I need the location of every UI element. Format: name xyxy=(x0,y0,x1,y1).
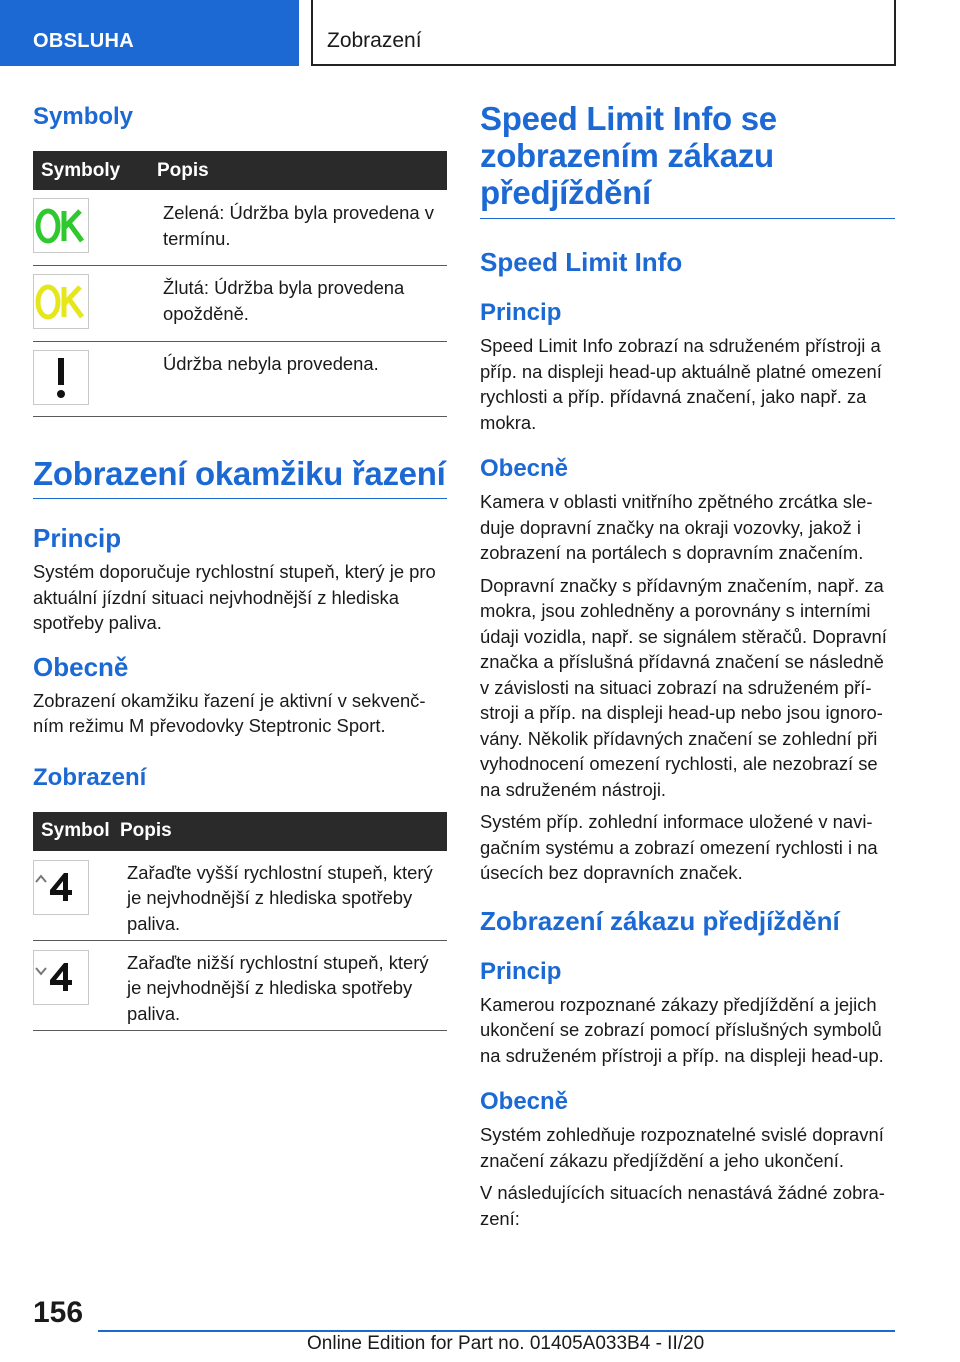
symbols-table-header xyxy=(33,151,447,190)
column-header-symbol: Symbol xyxy=(41,820,110,841)
row-description: Zařaďte nižší rychlostní stupeň, který je nejvhodnější z hlediska spotřeby paliva. xyxy=(127,951,429,1024)
section-tab xyxy=(0,0,299,66)
princip-text: Kamerou rozpoznané zákazy předjíždění a jejich ukončení se zobrazí pomocí příslušných symbolů na sdruženém přístroji a příp. na displeji head-up. xyxy=(480,993,884,1066)
symbols-table xyxy=(33,151,447,417)
speed-limit-title: Speed Limit Info se zobrazením zákazu předjíždění xyxy=(480,100,895,219)
overtaking-heading: Zobrazení zákazu předjíždění xyxy=(480,905,840,936)
page-number: 156 xyxy=(33,1296,84,1329)
left-column xyxy=(33,100,447,1031)
footer-rule xyxy=(98,1330,895,1332)
shift-table-header xyxy=(33,812,447,851)
table-row xyxy=(33,941,447,1031)
row-description: Údržba nebyla provedena. xyxy=(163,353,379,374)
sli-heading: Speed Limit Info xyxy=(480,247,683,277)
shift-down-icon xyxy=(33,950,89,1005)
right-column xyxy=(480,100,895,1231)
table-row xyxy=(33,851,447,941)
shift-symbols-table xyxy=(33,812,447,1031)
obecne-text: Zobrazení okamžiku řazení je aktivní v sekvenčním režimu M převodovky Steptronic Sport. xyxy=(33,689,426,736)
obecne-paragraph: V následujících situacích nenastává žádné zobrazení: xyxy=(480,1182,885,1229)
table-row xyxy=(33,266,447,342)
row-description: Zelená: Údržba byla provedena v termínu. xyxy=(163,202,434,249)
chapter-tab xyxy=(311,0,896,66)
obecne-paragraph: Kamera v oblasti vnitřního zpětného zrcátka sleduje dopravní značky na okraji vozovky, jakož i zobrazení na portálech s dopravním značením. xyxy=(480,491,873,563)
shift-indicator-heading: Zobrazení okamžiku řazení xyxy=(33,455,447,499)
obecne-heading: Obecně xyxy=(480,455,569,482)
princip-heading: Princip xyxy=(480,299,562,326)
chapter-label: Zobrazení xyxy=(327,29,422,52)
zobrazeni-heading: Zobrazení xyxy=(33,763,147,791)
column-header-description: Popis xyxy=(157,159,209,181)
row-description: Zařaďte vyšší rychlostní stupeň, který je nejvhodnější z hlediska spotřeby paliva. xyxy=(127,861,433,934)
princip-text: Systém doporučuje rychlostní stupeň, který je pro aktuální jízdní situaci nejvhodnější z hlediska spotřeby paliva. xyxy=(33,561,436,633)
ok-green-icon xyxy=(33,198,89,253)
ok-yellow-icon xyxy=(33,274,89,329)
princip-heading: Princip xyxy=(33,523,122,553)
obecne-paragraph: Dopravní značky s přídavným značením, např. za mokra, jsou zohledněny a porovnány s interními údaji vozidla, např. se signálem stěračů. Dopravní značka a příslušná přídavná značení se následně v závislosti na situaci zobrazí na sdruženém přístroji a příp. na displeji head-up nebo jsou ignorovány. Několik přídavných značení se zohlední při vyhodnocení omezení rychlosti, ale nezobrazí se na sdruženém nástroji. xyxy=(480,574,887,800)
obecne-paragraph: Systém příp. zohlední informace uložené v navigačním systému a zobrazí omezení rychlosti i na úsecích bez dopravních značek. xyxy=(480,811,878,883)
table-row xyxy=(33,190,447,266)
obecne-heading: Obecně xyxy=(480,1088,569,1115)
symbols-heading: Symboly xyxy=(33,103,134,130)
princip-heading: Princip xyxy=(480,957,562,985)
column-header-symbols: Symboly xyxy=(41,159,121,181)
row-description: Žlutá: Údržba byla provedena opožděně. xyxy=(163,277,405,324)
column-header-description: Popis xyxy=(120,820,172,841)
edition-note: Online Edition for Part no. 01405A033B4 - II/20 xyxy=(307,1333,705,1354)
obecne-paragraph: Systém zohledňuje rozpoznatelné svislé dopravní značení zákazu předjíždění a jeho ukončení. xyxy=(480,1124,884,1171)
princip-text: Speed Limit Info zobrazí na sdruženém přístroji a příp. na displeji head-up aktuálně platné omezení rychlosti a příp. přídavná značení, jako např. za mokra. xyxy=(480,335,882,433)
shift-up-icon xyxy=(33,860,89,915)
section-label: OBSLUHA xyxy=(33,30,134,52)
obecne-heading: Obecně xyxy=(33,651,129,682)
table-row xyxy=(33,342,447,417)
exclamation-icon xyxy=(33,350,89,405)
